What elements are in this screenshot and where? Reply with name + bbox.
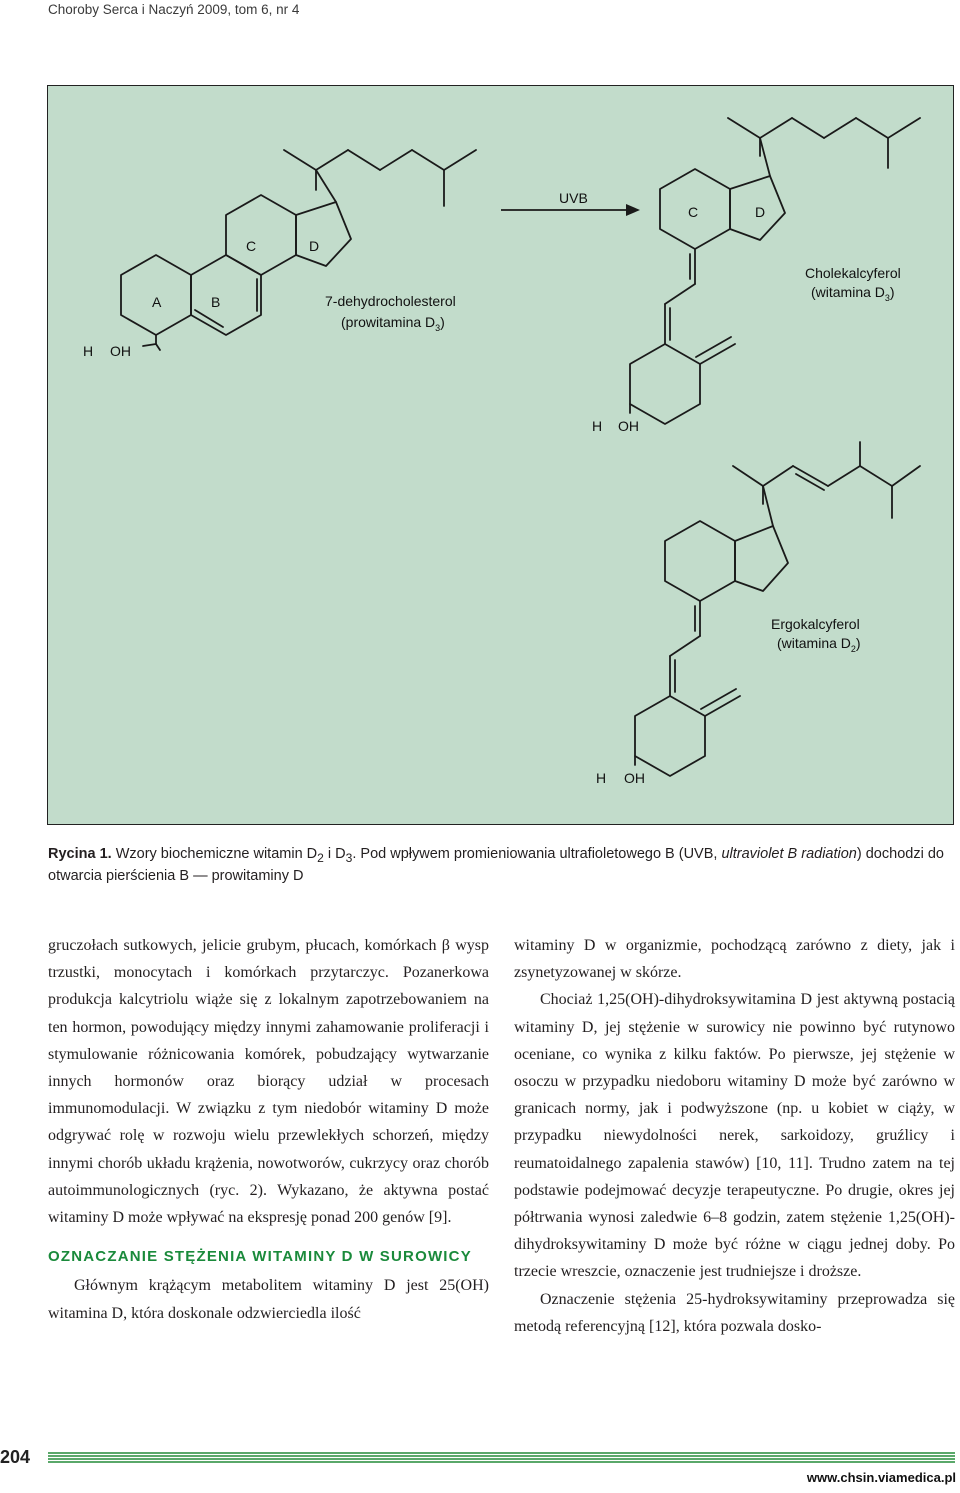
ring-c-label-d3: C (688, 204, 699, 220)
figure-panel (47, 85, 954, 825)
precursor-name: 7-dehydrocholesterol (325, 293, 456, 309)
right-paragraph-3: Oznaczenie stężenia 25-hydroksywitaminy przeprowadza się metodą referencyjną [12], która pozwala dosko- (514, 1290, 955, 1335)
left-column (48, 932, 489, 1327)
caption-text: . Pod wpływem promieniowania ultrafioletowego B (UVB, (352, 846, 722, 862)
ergocalciferol-subtitle: (witamina $D_2$) (777, 635, 861, 654)
caption-subscript: 2 (317, 850, 324, 865)
footer-bar (48, 1452, 955, 1464)
hydroxyl-label-d2: OH (624, 770, 645, 786)
ring-d-label: D (309, 238, 320, 254)
hydrogen-label-d2: H (596, 770, 607, 786)
ring-a-label: A (152, 294, 162, 310)
left-paragraph-2: Głównym krążącym metabolitem witaminy D jest 25(OH) witamina D, która doskonale odzwierciedla ilość (48, 1277, 489, 1322)
uvb-label: UVB (559, 190, 588, 206)
caption-text: Wzory biochemiczne witamin D (111, 846, 318, 862)
cholecalciferol-subtitle: (witamina $D_3$) (811, 284, 895, 303)
right-column (514, 932, 955, 1340)
molecule-ergocalciferol (635, 442, 920, 776)
running-head: Choroby Serca i Naczyń 2009, tom 6, nr 4 (48, 2, 300, 17)
journal-website: www.chsin.viamedica.pl (806, 1470, 956, 1485)
cholecalciferol-name: Cholekalcyferol (805, 265, 901, 281)
chemical-structures-diagram (48, 86, 953, 824)
section-heading: OZNACZANIE STĘŻENIA WITAMINY D W SUROWICY (48, 1248, 472, 1266)
caption-subscript: 3 (345, 850, 353, 865)
figure-caption (48, 845, 953, 885)
caption-text: ) dochodzi do otwarcia pierścienia B — prowitaminy D (48, 846, 944, 884)
hydrogen-label-d3: H (592, 418, 603, 434)
hydroxyl-label-d3: OH (618, 418, 639, 434)
caption-lead: Rycina 1. (48, 846, 112, 862)
caption-text: i D (323, 846, 346, 862)
ring-c-label: C (246, 238, 257, 254)
ring-d-label-d3: D (755, 204, 766, 220)
left-paragraph-1: gruczołach sutkowych, jelicie grubym, płucach, komórkach β wysp trzustki, monocytach i komórkach przytarczyc. Pozanerkowa produkcja kalcytriolu wiąże się z lokalnym zapotrzebowaniem na ten hormon, powodujący między innymi zahamowanie proliferacji i stymulowanie różnicowania komórek, pobudzający wytwarzanie innych hormonów oraz biorący udział w procesach immunomodulacji. W związku z tym niedobór witaminy D może odgrywać rolę w rozwoju wielu przewlekłych schorzeń, między innymi chorób układu krążenia, nowotworów, cukrzycy oraz chorób autoimmunologicznych (ryc. 2). Wykazano, że aktywna postać witaminy D może wpływać na ekspresję ponad 200 genów [9]. (48, 937, 489, 1227)
precursor-subtitle: (prowitamina $D_3$) (341, 314, 445, 333)
hydroxyl-label: OH (110, 343, 131, 359)
hydrogen-label: H (83, 343, 94, 359)
caption-italic-term: ultraviolet B radiation (721, 846, 857, 862)
page-number: 204 (0, 1447, 31, 1467)
right-paragraph-1: witaminy D w organizmie, pochodzącą zarówno z diety, jak i zsynetyzowanej w skórze. (514, 937, 955, 982)
ergocalciferol-name: Ergokalcyferol (771, 616, 860, 632)
right-paragraph-2: Chociaż 1,25(OH)-dihydroksywitamina D jest aktywną postacią witaminy D, jej stężenie w surowicy nie powinno być rutynowo oceniane, co wynika z kilku faktów. Po pierwsze, jej stężenie w osoczu w przypadku niedoboru witaminy D może być zarówno w granicach normy, jak i podwyższone (np. u kobiet w ciąży, w przypadku niewydolności nerek, sarkoidozy, gruźlicy i reumatoidalnego zapalenia stawów) [10, 11]. Trudno zatem na tej podstawie podejmować decyzje terapeutyczne. Po drugie, okres jej półtrwania wynosi zaledwie 6–8 godzin, zatem stężenie 1,25(OH)-dihydroksywitaminy D może być różne w ciągu jednej doby. Po trzecie wreszcie, oznaczenie jest trudniejsze i droższe. (514, 991, 955, 1281)
ring-b-label: B (211, 294, 221, 310)
